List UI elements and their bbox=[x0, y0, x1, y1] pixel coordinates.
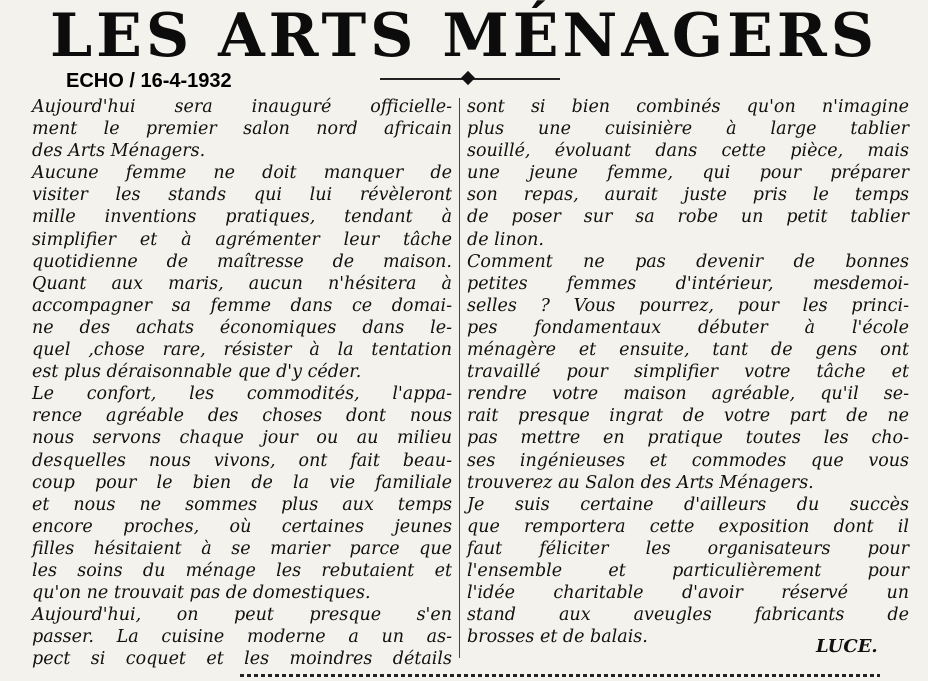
text-line: Aucune femme ne doit manquer de bbox=[32, 163, 452, 184]
text-line: que remportera cette exposition dont il bbox=[467, 516, 909, 537]
bottom-rule bbox=[240, 674, 880, 677]
text-line: rendre votre maison agréable, qu'il se- bbox=[467, 384, 909, 405]
text-line: et nous ne sommes plus aux temps bbox=[32, 494, 452, 515]
source-caption: ECHO / 16-4-1932 bbox=[66, 70, 232, 92]
text-line: Quant aux maris, aucun n'hésitera à bbox=[32, 273, 452, 294]
text-line: mille inventions pratiques, tendant à bbox=[32, 207, 452, 228]
text-line: plus une cuisinière à large tablier bbox=[467, 119, 909, 140]
text-line: sont si bien combinés qu'on n'imagine bbox=[467, 97, 909, 117]
text-line: encore proches, où certaines jeunes bbox=[32, 516, 452, 537]
text-line: passer. La cuisine moderne a un as- bbox=[32, 627, 452, 648]
right-column bbox=[467, 96, 909, 648]
text-line: l'idée charitable d'avoir réservé un bbox=[467, 583, 909, 604]
text-line: quotidienne de maîtresse de maison. bbox=[32, 251, 452, 272]
text-line: des Arts Ménagers. bbox=[32, 141, 206, 162]
text-line: filles hésitaient à se marier parce que bbox=[32, 538, 452, 559]
text-line: pes fondamentaux débuter à l'école bbox=[467, 317, 909, 338]
text-line: brosses et de balais. bbox=[467, 627, 648, 648]
text-line: travaillé pour simplifier votre tâche et bbox=[467, 362, 909, 383]
text-line: coup pour le bien de la vie familiale bbox=[32, 472, 452, 493]
text-line: quel ,chose rare, résister à la tentation bbox=[32, 340, 452, 361]
text-line: est plus déraisonnable que d'y céder. bbox=[32, 362, 362, 383]
text-line: simplifier et à agrémenter leur tâche bbox=[32, 229, 452, 250]
text-line: une jeune femme, qui pour préparer bbox=[467, 163, 909, 184]
text-line: Je suis certaine d'ailleurs du succès bbox=[467, 494, 909, 515]
text-line: nous servons chaque jour ou au milieu bbox=[32, 428, 452, 449]
text-line: desquelles nous vivons, ont fait beau- bbox=[32, 450, 452, 471]
column-divider bbox=[459, 98, 460, 658]
rule-ornament-icon bbox=[461, 71, 475, 85]
text-line: Le confort, les commodités, l'appa- bbox=[32, 384, 452, 405]
text-line: petites femmes d'intérieur, mesdemoi- bbox=[467, 273, 909, 294]
text-line: pas mettre en pratique toutes les cho- bbox=[467, 428, 909, 449]
text-line: stand aux aveugles fabricants de bbox=[467, 605, 909, 626]
text-line: ment le premier salon nord africain bbox=[32, 119, 452, 140]
text-line: ménagère et ensuite, tant de gens ont bbox=[467, 340, 909, 361]
text-line: les soins du ménage les rebutaient et bbox=[32, 560, 452, 581]
text-line: Comment ne pas devenir de bonnes bbox=[467, 251, 909, 272]
article-headline: LES ARTS MÉNAGERS bbox=[49, 1, 879, 71]
text-line: Aujourd'hui, on peut presque s'en bbox=[32, 605, 452, 626]
text-line: ses ingénieuses et commodes que vous bbox=[467, 450, 909, 471]
text-line: de linon. bbox=[467, 229, 544, 250]
text-line: faut féliciter les organisateurs pour bbox=[467, 538, 909, 559]
text-line: visiter les stands qui lui révèleront bbox=[32, 185, 452, 206]
author-signature: LUCE. bbox=[816, 636, 878, 657]
left-column bbox=[32, 96, 452, 670]
text-line: ne des achats économiques dans le- bbox=[32, 317, 452, 338]
text-line: pect si coquet et les moindres détails bbox=[32, 649, 452, 670]
text-line: son repas, aurait juste pris le temps bbox=[467, 185, 909, 206]
text-line: rence agréable des choses dont nous bbox=[32, 406, 452, 427]
text-line: rait presque ingrat de votre part de ne bbox=[467, 406, 909, 427]
text-line: de poser sur sa robe un petit tablier bbox=[467, 207, 909, 228]
text-line: trouverez au Salon des Arts Ménagers. bbox=[467, 472, 814, 493]
text-line: accompagner sa femme dans ce domai- bbox=[32, 295, 452, 316]
text-line: qu'on ne trouvait pas de domestiques. bbox=[32, 583, 371, 604]
text-line: Aujourd'hui sera inauguré officielle- bbox=[32, 97, 452, 117]
text-line: selles ? Vous pourrez, pour les princi- bbox=[467, 295, 909, 316]
text-line: l'ensemble et particulièrement pour bbox=[467, 560, 909, 581]
text-line: souillé, évoluant dans cette pièce, mais bbox=[467, 141, 909, 162]
